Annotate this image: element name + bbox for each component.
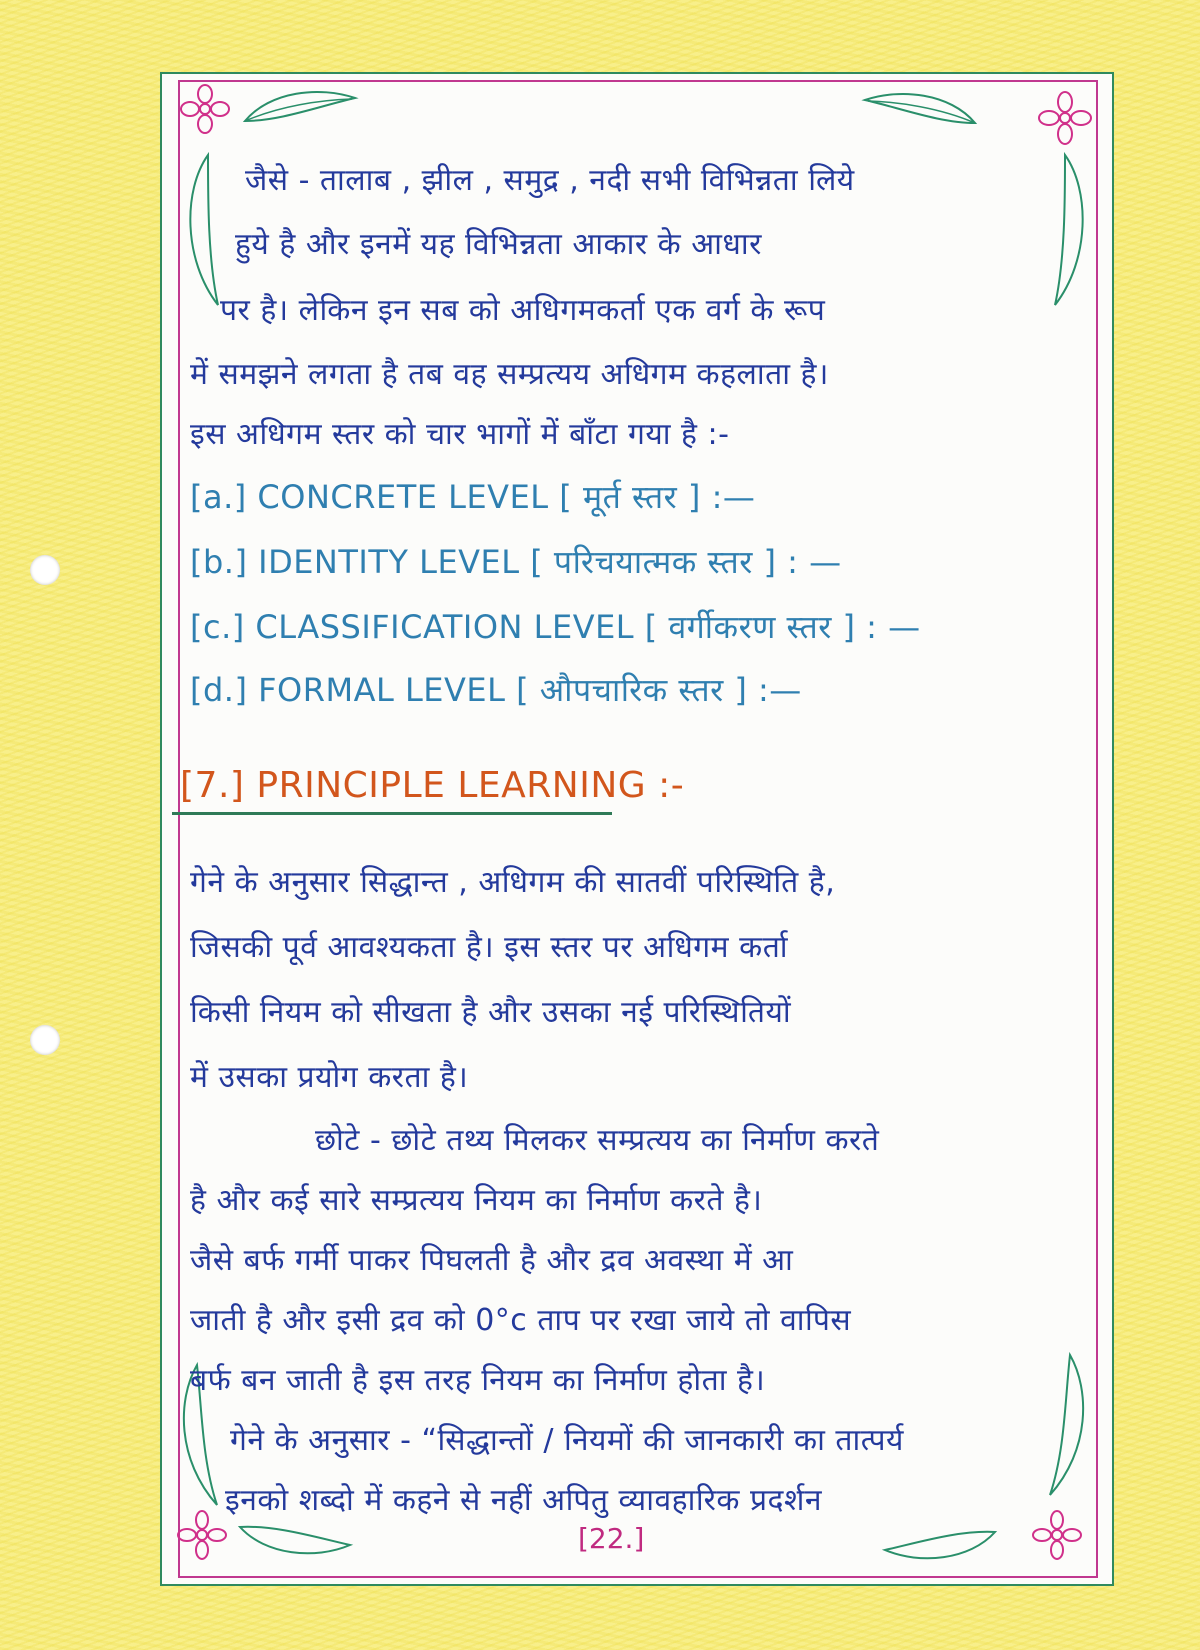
page-number: [22.] bbox=[578, 1522, 645, 1555]
heading-underline bbox=[172, 812, 612, 815]
text-line: पर है। लेकिन इन सब को अधिगमकर्ता एक वर्ग के रूप bbox=[220, 293, 826, 328]
text-line: गेने के अनुसार - “सिद्धान्तों / नियमों की जानकारी का तात्पर्य bbox=[230, 1423, 904, 1458]
level-item: [b.] IDENTITY LEVEL [ परिचयात्मक स्तर ] : — bbox=[190, 543, 842, 581]
flower-icon bbox=[170, 82, 240, 137]
side-leaf-icon bbox=[178, 150, 223, 310]
text-line: में समझने लगता है तब वह सम्प्रत्यय अधिगम कहलाता है। bbox=[190, 357, 829, 392]
text-line: जाती है और इसी द्रव को 0°c ताप पर रखा जाये तो वापिस bbox=[190, 1303, 852, 1338]
text-line: गेने के अनुसार सिद्धान्त , अधिगम की सातवीं परिस्थिति है, bbox=[190, 865, 836, 900]
text-line: हुये है और इनमें यह विभिन्नता आकार के आधार bbox=[235, 227, 762, 262]
text-line: छोटे - छोटे तथ्य मिलकर सम्प्रत्यय का निर्माण करते bbox=[315, 1123, 880, 1158]
text-line: जैसे - तालाब , झील , समुद्र , नदी सभी विभिन्नता लिये bbox=[245, 163, 855, 198]
level-item: [a.] CONCRETE LEVEL [ मूर्त स्तर ] :— bbox=[190, 478, 756, 516]
text-line: बर्फ बन जाती है इस तरह नियम का निर्माण होता है। bbox=[190, 1363, 766, 1398]
section-heading: [7.] PRINCIPLE LEARNING :- bbox=[180, 765, 685, 806]
text-line: में उसका प्रयोग करता है। bbox=[190, 1060, 469, 1095]
text-line: जिसकी पूर्व आवश्यकता है। इस स्तर पर अधिगम कर्ता bbox=[190, 930, 789, 965]
text-line: है और कई सारे सम्प्रत्यय नियम का निर्माण करते है। bbox=[190, 1183, 763, 1218]
text-line: इस अधिगम स्तर को चार भागों में बाँटा गया है :- bbox=[190, 417, 730, 452]
leaf-icon bbox=[240, 86, 360, 131]
leaf-icon bbox=[880, 1520, 1000, 1565]
level-item: [d.] FORMAL LEVEL [ औपचारिक स्तर ] :— bbox=[190, 671, 802, 709]
leaf-icon bbox=[860, 88, 980, 133]
punch-hole-top bbox=[30, 555, 60, 585]
text-line: जैसे बर्फ गर्मी पाकर पिघलती है और द्रव अवस्था में आ bbox=[190, 1243, 794, 1278]
flower-icon bbox=[172, 1505, 232, 1565]
punch-hole-bottom bbox=[30, 1025, 60, 1055]
text-line: किसी नियम को सीखता है और उसका नई परिस्थितियों bbox=[190, 995, 792, 1030]
text-line: इनको शब्दो में कहने से नहीं अपितु व्यावहारिक प्रदर्शन bbox=[225, 1483, 823, 1518]
level-item: [c.] CLASSIFICATION LEVEL [ वर्गीकरण स्तर ] : — bbox=[190, 608, 921, 646]
flower-icon bbox=[1030, 88, 1100, 148]
leaf-icon bbox=[235, 1515, 355, 1560]
